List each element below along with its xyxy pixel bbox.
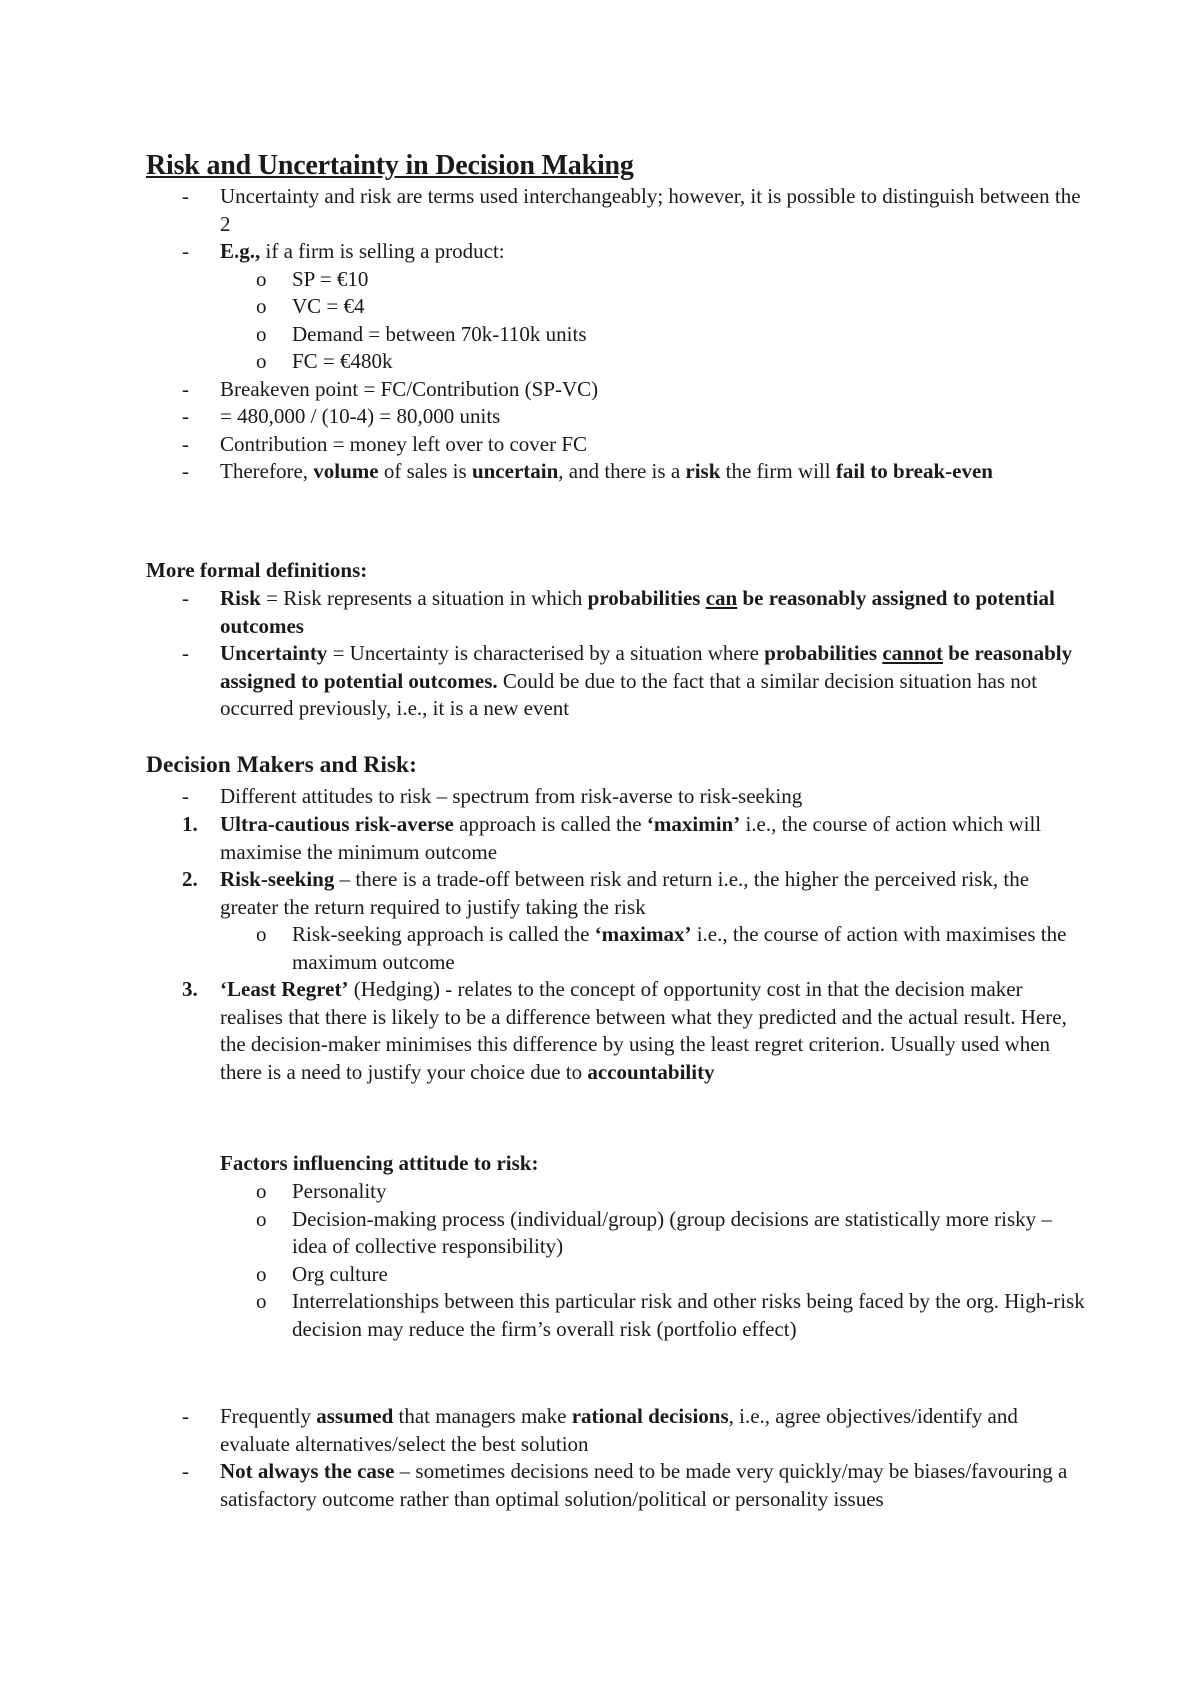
bold-text: Ultra-cautious risk-averse bbox=[220, 812, 454, 836]
factor-item: o Personality bbox=[292, 1178, 1092, 1206]
list-item-risk bbox=[220, 585, 1090, 640]
bold-text: Risk bbox=[220, 586, 261, 610]
risk-seeking-sublist bbox=[292, 921, 1092, 976]
sub-item: o FC = €480k bbox=[292, 348, 1092, 376]
numbered-item-2 bbox=[182, 866, 1090, 976]
product-sublist bbox=[292, 266, 1092, 376]
factors-list bbox=[292, 1178, 1092, 1343]
bold-text: Not always the case bbox=[220, 1459, 395, 1483]
decision-dash-list bbox=[220, 783, 1090, 811]
factor-item: o Interrelationships between this particular risk and other risks being faced by the org. High-risk decision may reduce the firm’s overall risk (portfolio effect) bbox=[292, 1288, 1092, 1343]
text: Risk-seeking approach is called the bbox=[292, 922, 595, 946]
bold-text: assumed bbox=[316, 1404, 394, 1428]
sub-item bbox=[292, 921, 1092, 976]
bold-text: risk bbox=[685, 459, 721, 483]
bold-text: probabilities bbox=[587, 586, 706, 610]
page-title: Risk and Uncertainty in Decision Making bbox=[146, 150, 634, 181]
text: i.e., the course of action with maximises the maximum outcome bbox=[292, 922, 1067, 974]
text: = Risk represents a situation in which bbox=[260, 586, 588, 610]
list-item bbox=[220, 1458, 1090, 1513]
final-list bbox=[220, 1403, 1090, 1513]
text: of sales is bbox=[378, 459, 472, 483]
bullet-text: Different attitudes to risk – spectrum from risk-averse to risk-seeking bbox=[220, 784, 803, 808]
bold-text: Uncertainty bbox=[220, 641, 328, 665]
list-item bbox=[220, 183, 1090, 238]
bold-text: probabilities bbox=[764, 641, 883, 665]
decision-numbered-list bbox=[182, 811, 1090, 1086]
bold-text: fail to break-even bbox=[835, 459, 993, 483]
text: – sometimes decisions need to be made very quickly/may be biases/favouring a satisfactory outcome rather than optimal solution/political or personality issues bbox=[220, 1459, 1068, 1511]
numbered-item-1 bbox=[182, 811, 1090, 866]
intro-list bbox=[220, 183, 1090, 486]
sub-item: o SP = €10 bbox=[292, 266, 1092, 294]
text: Could be due to the fact that a similar decision situation has not occurred previously, i.e., it is a new event bbox=[220, 668, 1038, 720]
bullet-text: Uncertainty and risk are terms used interchangeably; however, it is possible to distinguish between the 2 bbox=[220, 184, 1081, 236]
factor-item: o Decision-making process (individual/group) (group decisions are statistically more risky – idea of collective responsibility) bbox=[292, 1206, 1092, 1261]
numbered-item-3 bbox=[182, 976, 1090, 1086]
list-item bbox=[220, 376, 1090, 404]
bold-text: volume bbox=[313, 459, 379, 483]
text: – there is a trade-off between risk and return i.e., the higher the perceived risk, the greater the return required to justify taking the risk bbox=[220, 867, 1030, 919]
text: i.e., the course of action which will maximise the minimum outcome bbox=[220, 812, 1042, 864]
factors-heading: Factors influencing attitude to risk: bbox=[220, 1151, 539, 1175]
text: , i.e., agree objectives/identify and evaluate alternatives/select the best solution bbox=[220, 1404, 1018, 1456]
list-item bbox=[220, 431, 1090, 459]
list-item-uncertainty bbox=[220, 640, 1090, 723]
list-item bbox=[220, 1403, 1090, 1458]
text: (Hedging) - relates to the concept of opportunity cost in that the decision maker realises that there is likely to be a difference between what they predicted and the actual result. Here, the decision-maker minimises this difference by using the least regret criterion. Usually used when there is a need to justify your choice due to bbox=[220, 977, 1067, 1084]
underlined-text: can bbox=[705, 586, 738, 610]
bold-text: E.g., bbox=[220, 239, 261, 263]
text: approach is called the bbox=[453, 812, 647, 836]
item-number: 1. bbox=[182, 812, 198, 836]
bullet-text: = 480,000 / (10-4) = 80,000 units bbox=[220, 404, 501, 428]
bullet-text: if a firm is selling a product: bbox=[260, 239, 505, 263]
bullet-text: Contribution = money left over to cover FC bbox=[220, 431, 588, 456]
definitions-list bbox=[220, 585, 1090, 723]
bold-text: ‘Least Regret’ bbox=[220, 977, 349, 1001]
section-heading-formal: More formal definitions: bbox=[146, 558, 368, 582]
bold-text: rational decisions bbox=[571, 1404, 729, 1428]
bold-text: uncertain bbox=[471, 459, 559, 483]
section-heading-decision: Decision Makers and Risk: bbox=[146, 752, 417, 778]
bold-text: be reasonably assigned to potential outcomes. bbox=[220, 641, 1073, 693]
text: , and there is a bbox=[558, 459, 686, 483]
bold-text: Risk-seeking bbox=[220, 867, 335, 891]
list-item bbox=[220, 238, 1090, 376]
list-item bbox=[220, 783, 1090, 811]
text: Therefore, bbox=[220, 459, 314, 483]
sub-item: o Demand = between 70k-110k units bbox=[292, 321, 1092, 349]
bold-text: ‘maximin’ bbox=[646, 812, 741, 836]
factor-item: o Org culture bbox=[292, 1261, 1092, 1289]
bullet-text: Breakeven point = FC/Contribution (SP-VC) bbox=[220, 376, 599, 401]
item-number: 2. bbox=[182, 867, 198, 891]
bold-text: ‘maximax’ bbox=[594, 922, 692, 946]
bold-text: accountability bbox=[587, 1059, 715, 1084]
sub-item: o VC = €4 bbox=[292, 293, 1092, 321]
text: the firm will bbox=[720, 459, 836, 483]
text: that managers make bbox=[393, 1404, 572, 1428]
bold-text: be reasonably assigned to potential outcomes bbox=[220, 586, 1055, 638]
underlined-text: cannot bbox=[882, 641, 943, 665]
text: Frequently bbox=[220, 1404, 317, 1428]
text: = Uncertainty is characterised by a situation where bbox=[327, 641, 765, 665]
item-number: 3. bbox=[182, 977, 198, 1001]
list-item bbox=[220, 403, 1090, 431]
list-item bbox=[220, 458, 1090, 486]
